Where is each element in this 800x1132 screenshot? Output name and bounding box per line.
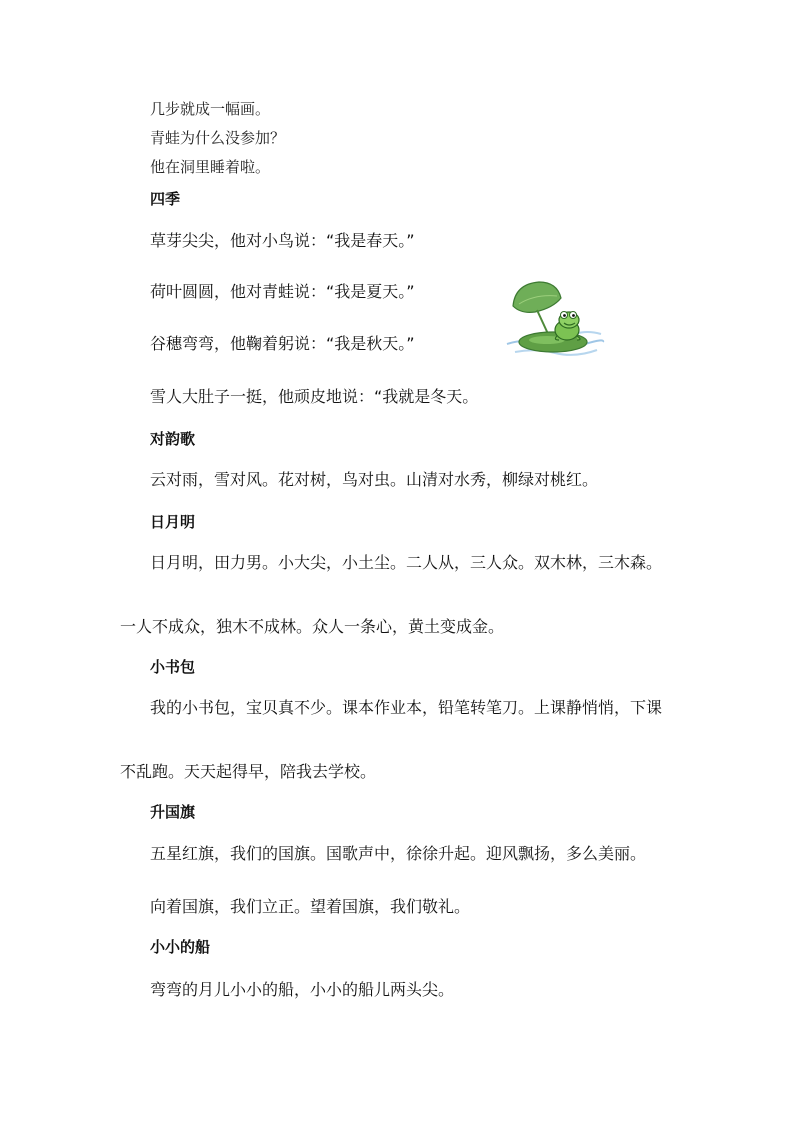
poem-line: 五星红旗，我们的国旗。国歌声中，徐徐升起。迎风飘扬，多么美丽。 — [150, 844, 647, 863]
poem-line: 不乱跑。天天起得早，陪我去学校。 — [120, 762, 377, 781]
section-title-sun-moon-bright: 日月明 — [150, 513, 196, 531]
section-title-school-bag: 小书包 — [150, 658, 196, 676]
poem-line: 日月明，田力男。小大尖，小土尘。二人从，三人众。双木林，三木森。 — [150, 553, 663, 572]
poem-line: 几步就成一幅画。 — [150, 100, 271, 118]
poem-line: 青蛙为什么没参加？ — [150, 129, 286, 147]
poem-line: 向着国旗，我们立正。望着国旗，我们敬礼。 — [150, 897, 471, 916]
section-title-four-seasons: 四季 — [150, 190, 181, 208]
section-title-little-boat: 小小的船 — [150, 938, 211, 956]
poem-line: 谷穗弯弯，他鞠着躬说：“我是秋天。” — [150, 334, 415, 353]
poem-line: 云对雨，雪对风。花对树，鸟对虫。山清对水秀，柳绿对桃红。 — [150, 470, 599, 489]
frog-on-lotus-leaf-illustration — [505, 278, 605, 362]
poem-line: 弯弯的月儿小小的船，小小的船儿两头尖。 — [150, 980, 455, 999]
poem-line: 我的小书包，宝贝真不少。课本作业本，铅笔转笔刀。上课静悄悄，下课 — [150, 698, 663, 717]
poem-line: 雪人大肚子一挺，他顽皮地说：“我就是冬天。 — [150, 387, 479, 406]
section-title-flag-raising: 升国旗 — [150, 803, 196, 821]
poem-line: 草芽尖尖，他对小鸟说：“我是春天。” — [150, 231, 415, 250]
poem-line: 荷叶圆圆，他对青蛙说：“我是夏天。” — [150, 282, 415, 301]
section-title-rhyme-song: 对韵歌 — [150, 430, 196, 448]
poem-line: 一人不成众，独木不成林。众人一条心，黄土变成金。 — [120, 617, 505, 636]
poem-line: 他在洞里睡着啦。 — [150, 158, 271, 176]
